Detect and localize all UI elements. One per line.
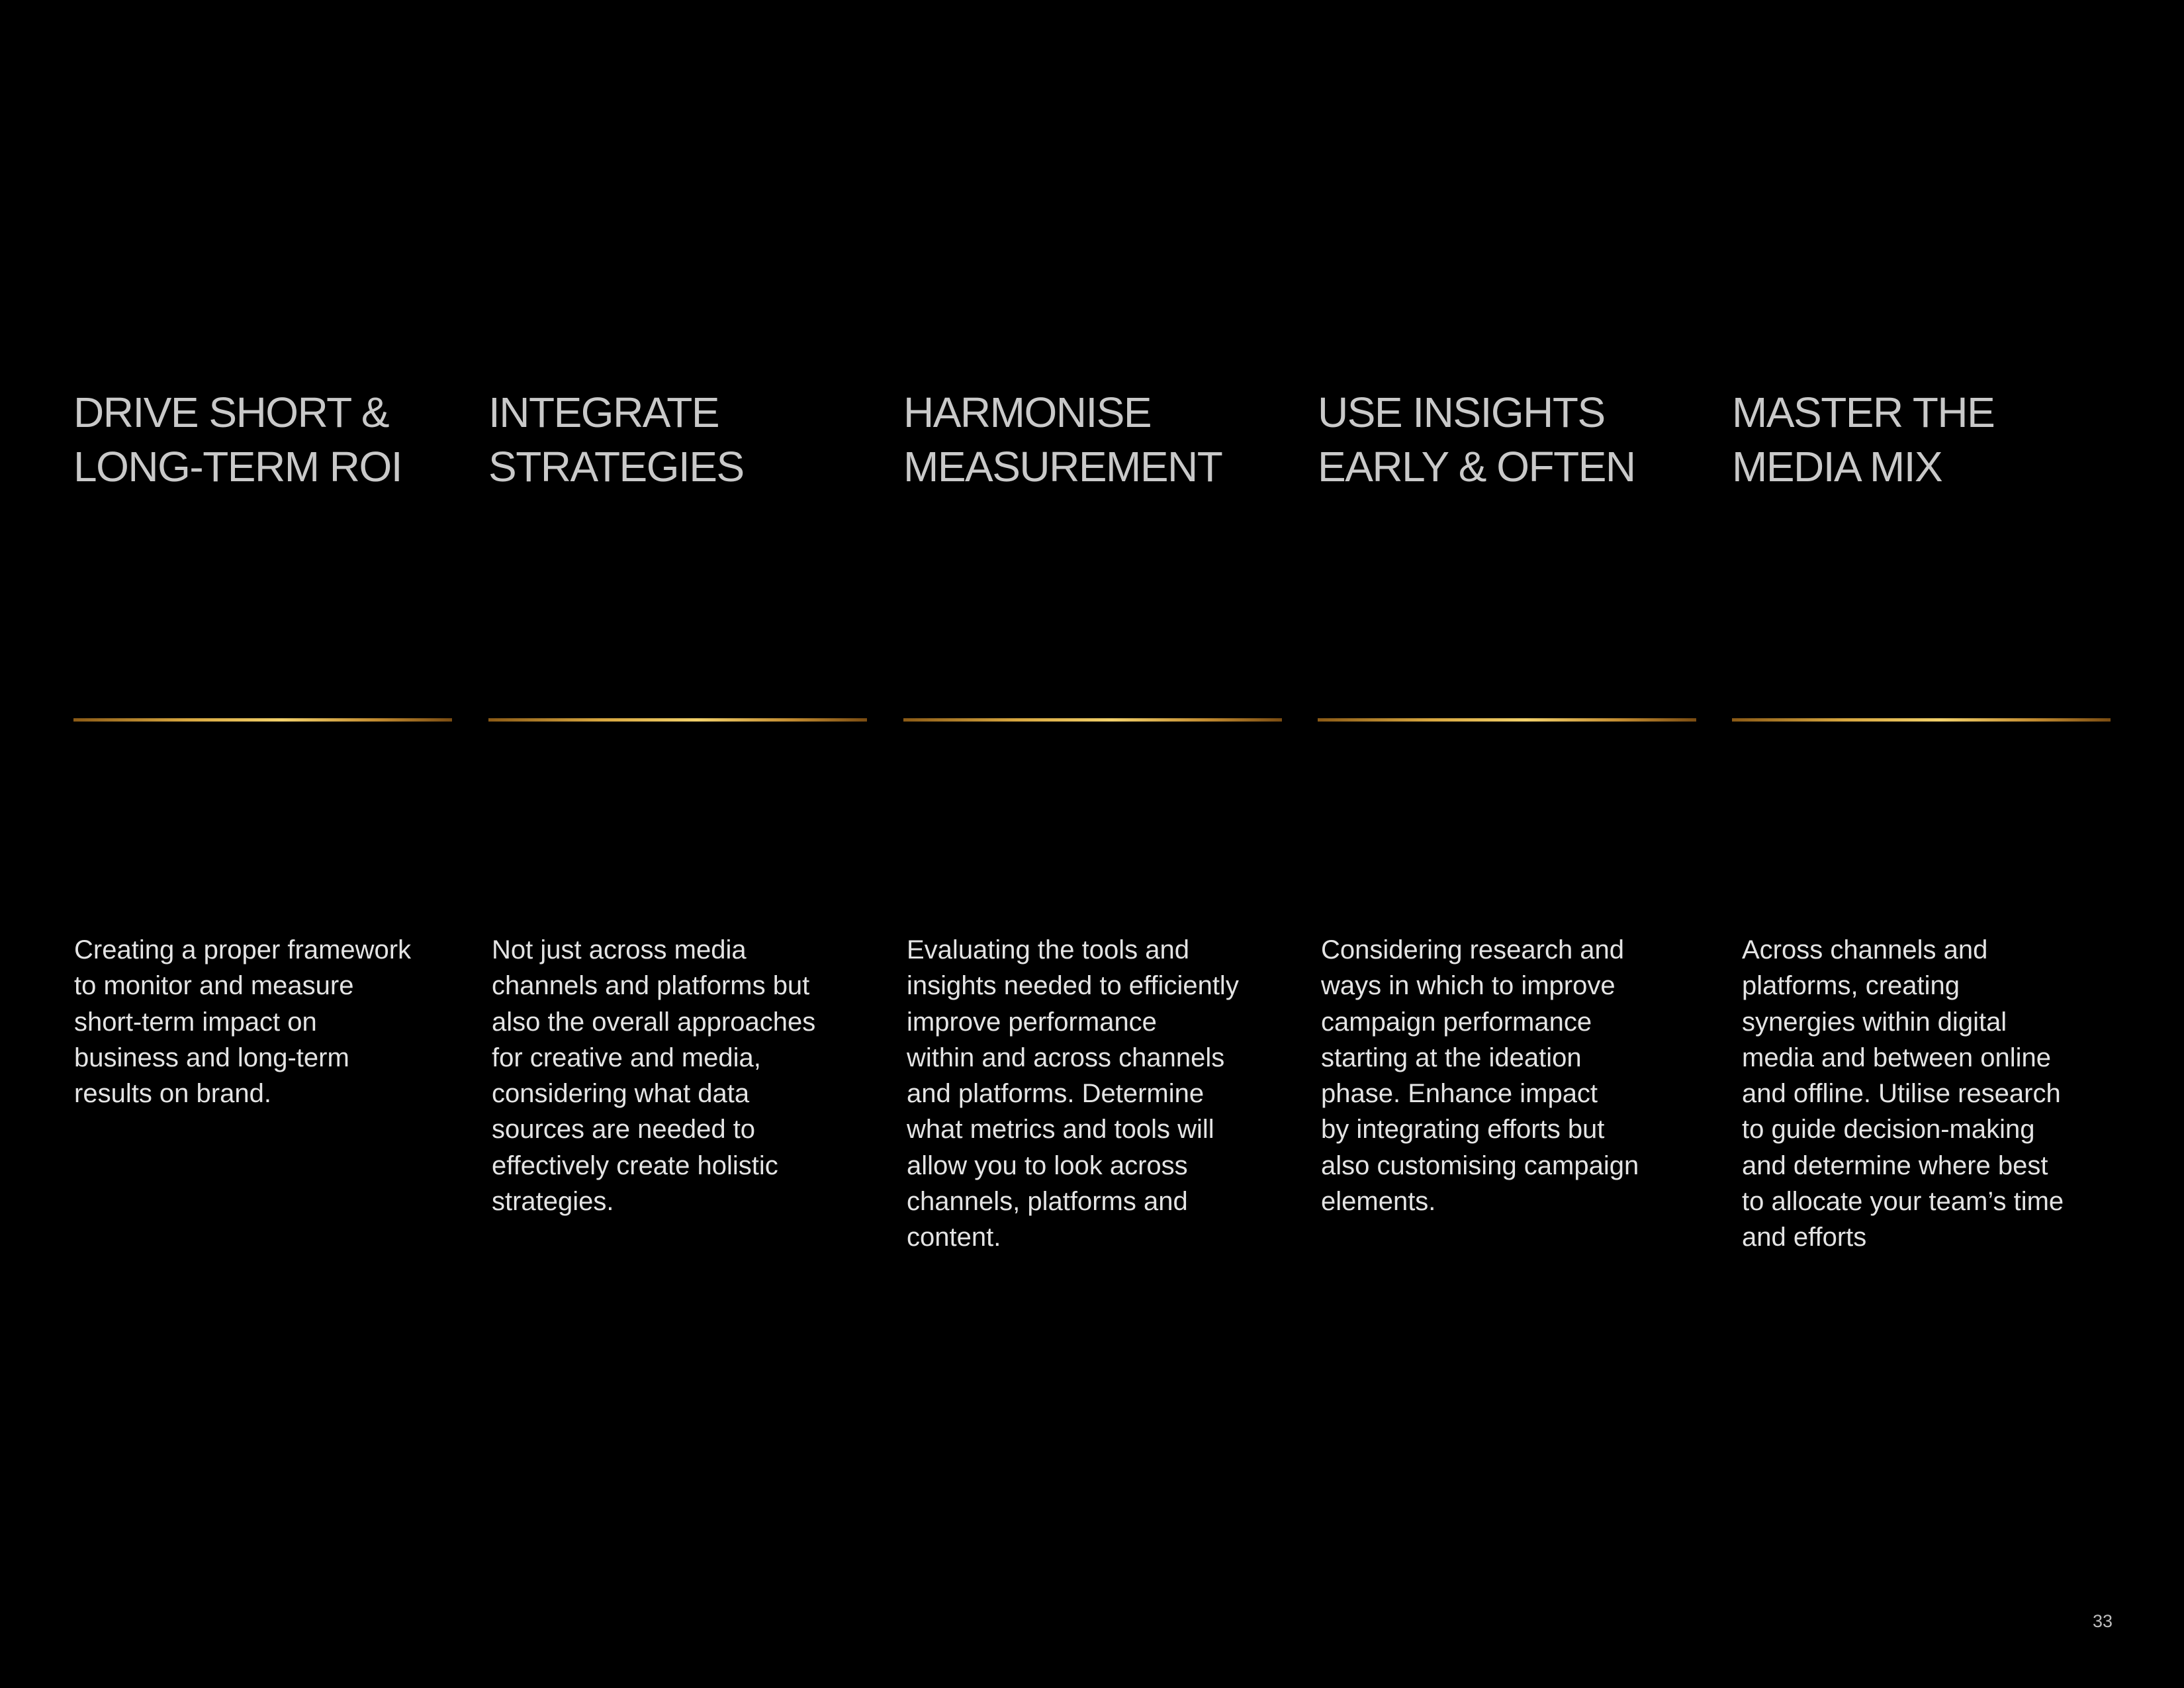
- column-master-the-media-mix: [1732, 0, 2111, 1688]
- column-drive-short-long-term-roi: [73, 0, 452, 1688]
- column-heading: INTEGRATE STRATEGIES: [488, 389, 744, 491]
- column-heading: DRIVE SHORT & LONG-TERM ROI: [73, 389, 402, 491]
- page-number: 33: [2092, 1611, 2113, 1631]
- column-description: Creating a proper framework to monitor and measure short-term impact on business and long-term results on brand.: [74, 935, 412, 1109]
- gold-divider: [73, 718, 452, 722]
- column-heading: USE INSIGHTS EARLY & OFTEN: [1318, 389, 1635, 491]
- column-heading: HARMONISE MEASUREMENT: [903, 389, 1222, 491]
- gold-divider: [488, 718, 867, 722]
- column-integrate-strategies: [488, 0, 867, 1688]
- column-harmonise-measurement: [903, 0, 1282, 1688]
- column-description: Across channels and platforms, creating synergies within digital media and between online and offline. Utilise research to guide decision-making and determine where best to allocate your team’s time and efforts: [1742, 935, 2064, 1252]
- gold-divider: [903, 718, 1282, 722]
- column-description: Evaluating the tools and insights needed to efficiently improve performance within and across channels and platforms. Determine what metrics and tools will allow you to look across channels, platforms and content.: [907, 935, 1239, 1252]
- gold-divider: [1318, 718, 1696, 722]
- gold-divider: [1732, 718, 2111, 722]
- column-description: Not just across media channels and platforms but also the overall approaches for creative and media, considering what data sources are needed to effectively create holistic strategies.: [492, 935, 816, 1217]
- column-description: Considering research and ways in which to improve campaign performance starting at the ideation phase. Enhance impact by integrating efforts but also customising campaign elements.: [1321, 935, 1639, 1217]
- column-heading: MASTER THE MEDIA MIX: [1732, 389, 1995, 491]
- column-use-insights-early-often: [1318, 0, 1696, 1688]
